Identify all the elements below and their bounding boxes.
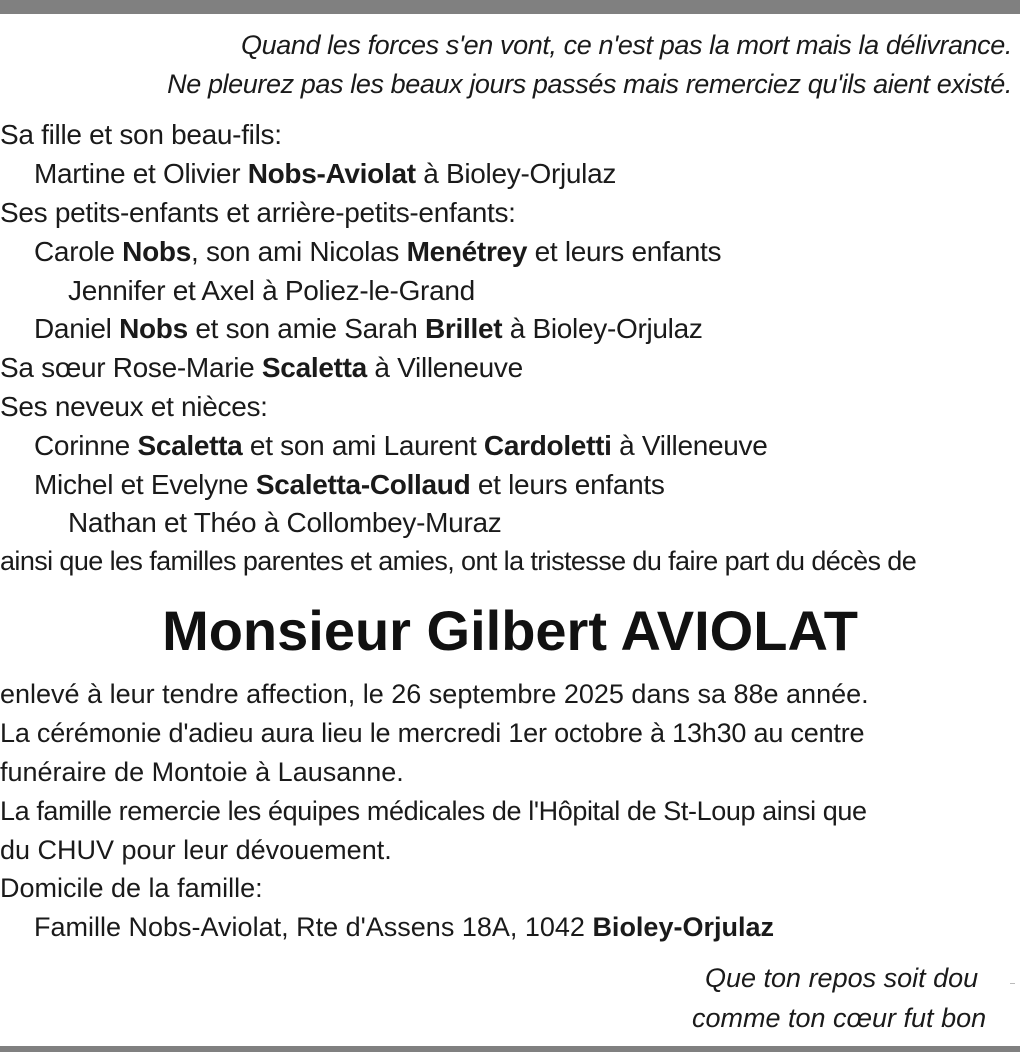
family-line: Martine et Olivier Nobs-Aviolat à Bioley-Orjulaz — [34, 158, 617, 189]
family-line: Jennifer et Axel à Poliez-le-Grand — [68, 275, 475, 306]
details-line: funéraire de Montoie à Lausanne. — [0, 757, 404, 787]
closing-line-2: comme ton cœur fut bon — [692, 1003, 987, 1033]
family-line: Nathan et Théo à Collombey-Muraz — [68, 507, 502, 538]
family-line: Sa fille et son beau-fils: — [0, 119, 282, 150]
details-line: du CHUV pour leur dévouement. — [0, 835, 392, 865]
details-line: La famille remercie les équipes médicales de l'Hôpital de St-Loup ainsi que — [0, 796, 867, 826]
closing-line-1: Que ton repos soit dou — [705, 963, 979, 993]
top-rule — [0, 0, 1020, 14]
epigraph-line-1: Quand les forces s'en vont, ce n'est pas la mort mais la délivrance. — [241, 30, 1012, 60]
family-line: Ses neveux et nièces: — [0, 391, 268, 422]
bottom-rule — [0, 1046, 1020, 1052]
family-address: Famille Nobs-Aviolat, Rte d'Assens 18A, 1042 Bioley-Orjulaz — [34, 912, 774, 942]
family-line: Sa sœur Rose-Marie Scaletta à Villeneuve — [0, 352, 523, 383]
family-line: Carole Nobs, son ami Nicolas Menétrey et leurs enfants — [34, 236, 722, 267]
details-line: Domicile de la famille: — [0, 873, 263, 903]
family-line: Ses petits-enfants et arrière-petits-enfants: — [0, 197, 516, 228]
family-line: Daniel Nobs et son amie Sarah Brillet à Bioley-Orjulaz — [34, 313, 703, 344]
hyphen-mark — [1010, 983, 1015, 984]
family-line: Michel et Evelyne Scaletta-Collaud et leurs enfants — [34, 469, 665, 500]
details-line: enlevé à leur tendre affection, le 26 septembre 2025 dans sa 88e année. — [0, 679, 869, 709]
family-line: ainsi que les familles parentes et amies, ont la tristesse du faire part du décès de — [0, 546, 917, 576]
epigraph-line-2: Ne pleurez pas les beaux jours passés mais remerciez qu'ils aient existé. — [167, 69, 1012, 99]
family-line: Corinne Scaletta et son ami Laurent Cardoletti à Villeneuve — [34, 430, 768, 461]
details-line: La cérémonie d'adieu aura lieu le mercredi 1er octobre à 13h30 au centre — [0, 718, 865, 748]
deceased-name: Monsieur Gilbert AVIOLAT — [162, 599, 858, 662]
